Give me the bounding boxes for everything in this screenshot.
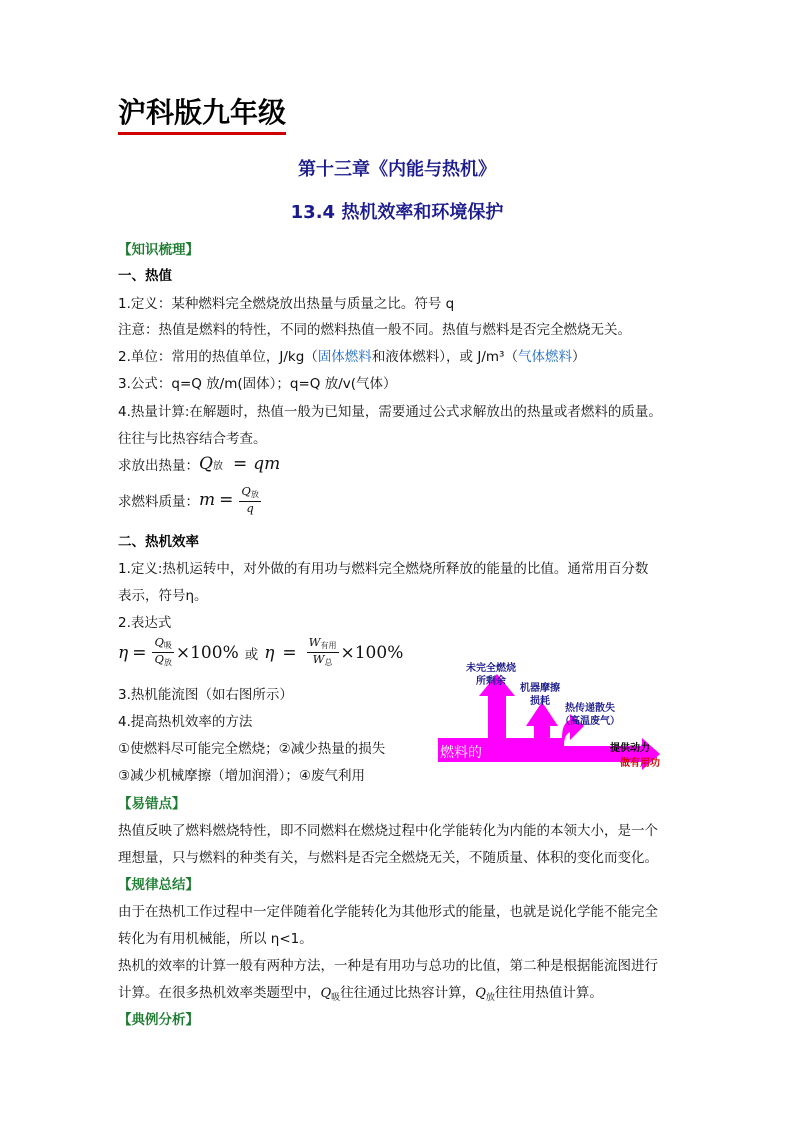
summary-line-4: 计算。在很多热机效率类题型中，$Q_吸$往往通过比热容计算，$Q_放$往往用热值计算。 xyxy=(118,985,603,1003)
diagram-loss-heat: 热传递散失 （高温废气） xyxy=(560,703,620,727)
heat-value-definition: 1.定义：某种燃料完全燃烧放出热量与质量之比。符号 q xyxy=(118,296,455,312)
heat-value-unit: 2.单位：常用的热值单位，J/kg（固体燃料和液体燃料），或 J/m³（气体燃料） xyxy=(118,349,586,365)
improve-heading: 4.提高热机效率的方法 xyxy=(118,714,253,730)
diagram-loss-friction: 机器摩擦 损耗 xyxy=(520,683,560,707)
energy-flow-diagram xyxy=(432,658,672,798)
tag-summary: 【规律总结】 xyxy=(118,877,199,893)
chapter-title: 第十三章《内能与热机》 xyxy=(298,159,496,180)
diagram-main-label: 燃料的 总能量 xyxy=(440,745,482,779)
heat-calc-line-1: 4.热量计算:在解题时，热值一般为已知量，需要通过公式求解放出的热量或者燃料的质量。 xyxy=(118,404,662,420)
flow-diagram-caption: 3.热机能流图（如右图所示） xyxy=(118,687,293,703)
tag-mistakes: 【易错点】 xyxy=(118,796,186,812)
efficiency-definition-1: 1.定义:热机运转中，对外做的有用功与燃料完全燃烧所释放的能量的比值。通常用百分数 xyxy=(118,561,649,577)
efficiency-definition-2: 表示，符号η。 xyxy=(118,588,208,604)
improve-method-2: ③减少机械摩擦（增加润滑）；④废气利用 xyxy=(118,768,365,784)
heat-calc-line-2: 往往与比热容结合考查。 xyxy=(118,431,267,447)
heading-heat-value: 一、热值 xyxy=(118,268,172,284)
summary-line-2: 转化为有用机械能，所以 η<1。 xyxy=(118,931,313,947)
diagram-work-label: 做有用功 xyxy=(620,758,660,769)
summary-line-3: 热机的效率的计算一般有两种方法，一种是有用功与总功的比值，第二种是根据能流图进行 xyxy=(118,958,658,974)
diagram-power-label: 提供动力 xyxy=(610,743,650,754)
formula-fuel-mass: 求燃料质量： m = $\frac{Q_放}{q}$ xyxy=(118,484,259,515)
formula-heat-released: 求放出热量： Q 放 = qm xyxy=(118,454,281,474)
brand-title: 沪科版九年级 xyxy=(118,96,286,135)
improve-method-1: ①使燃料尽可能完全燃烧；②减少热量的损失 xyxy=(118,741,386,757)
formula-efficiency: η = $\frac{Q_吸}{Q_放}$ ×100% 或 η = $\frac{W_{有用}}{W_总}$ ×100% xyxy=(118,635,404,667)
tag-knowledge: 【知识梳理】 xyxy=(118,242,199,258)
summary-line-1: 由于在热机工作过程中一定伴随着化学能转化为其他形式的能量，也就是说化学能不能完全 xyxy=(118,904,658,920)
heat-value-note: 注意：热值是燃料的特性，不同的燃料热值一般不同。热值与燃料是否完全燃烧无关。 xyxy=(118,322,631,338)
heat-value-formula: 3.公式：q=Q 放/m(固体）；q=Q 放/v(气体） xyxy=(118,376,397,392)
expression-label: 2.表达式 xyxy=(118,615,172,631)
mistakes-line-2: 理想量，只与燃料的种类有关，与燃料是否完全燃烧无关，不随质量、体积的变化而变化。 xyxy=(118,850,658,866)
tag-examples: 【典例分析】 xyxy=(118,1012,199,1028)
mistakes-line-1: 热值反映了燃料燃烧特性，即不同燃料在燃烧过程中化学能转化为内能的本领大小，是一个 xyxy=(118,823,658,839)
section-title: 13.4 热机效率和环境保护 xyxy=(290,202,504,223)
diagram-loss-incomplete: 未完全燃烧 所剩余 xyxy=(466,663,516,687)
heading-efficiency: 二、热机效率 xyxy=(118,534,199,550)
